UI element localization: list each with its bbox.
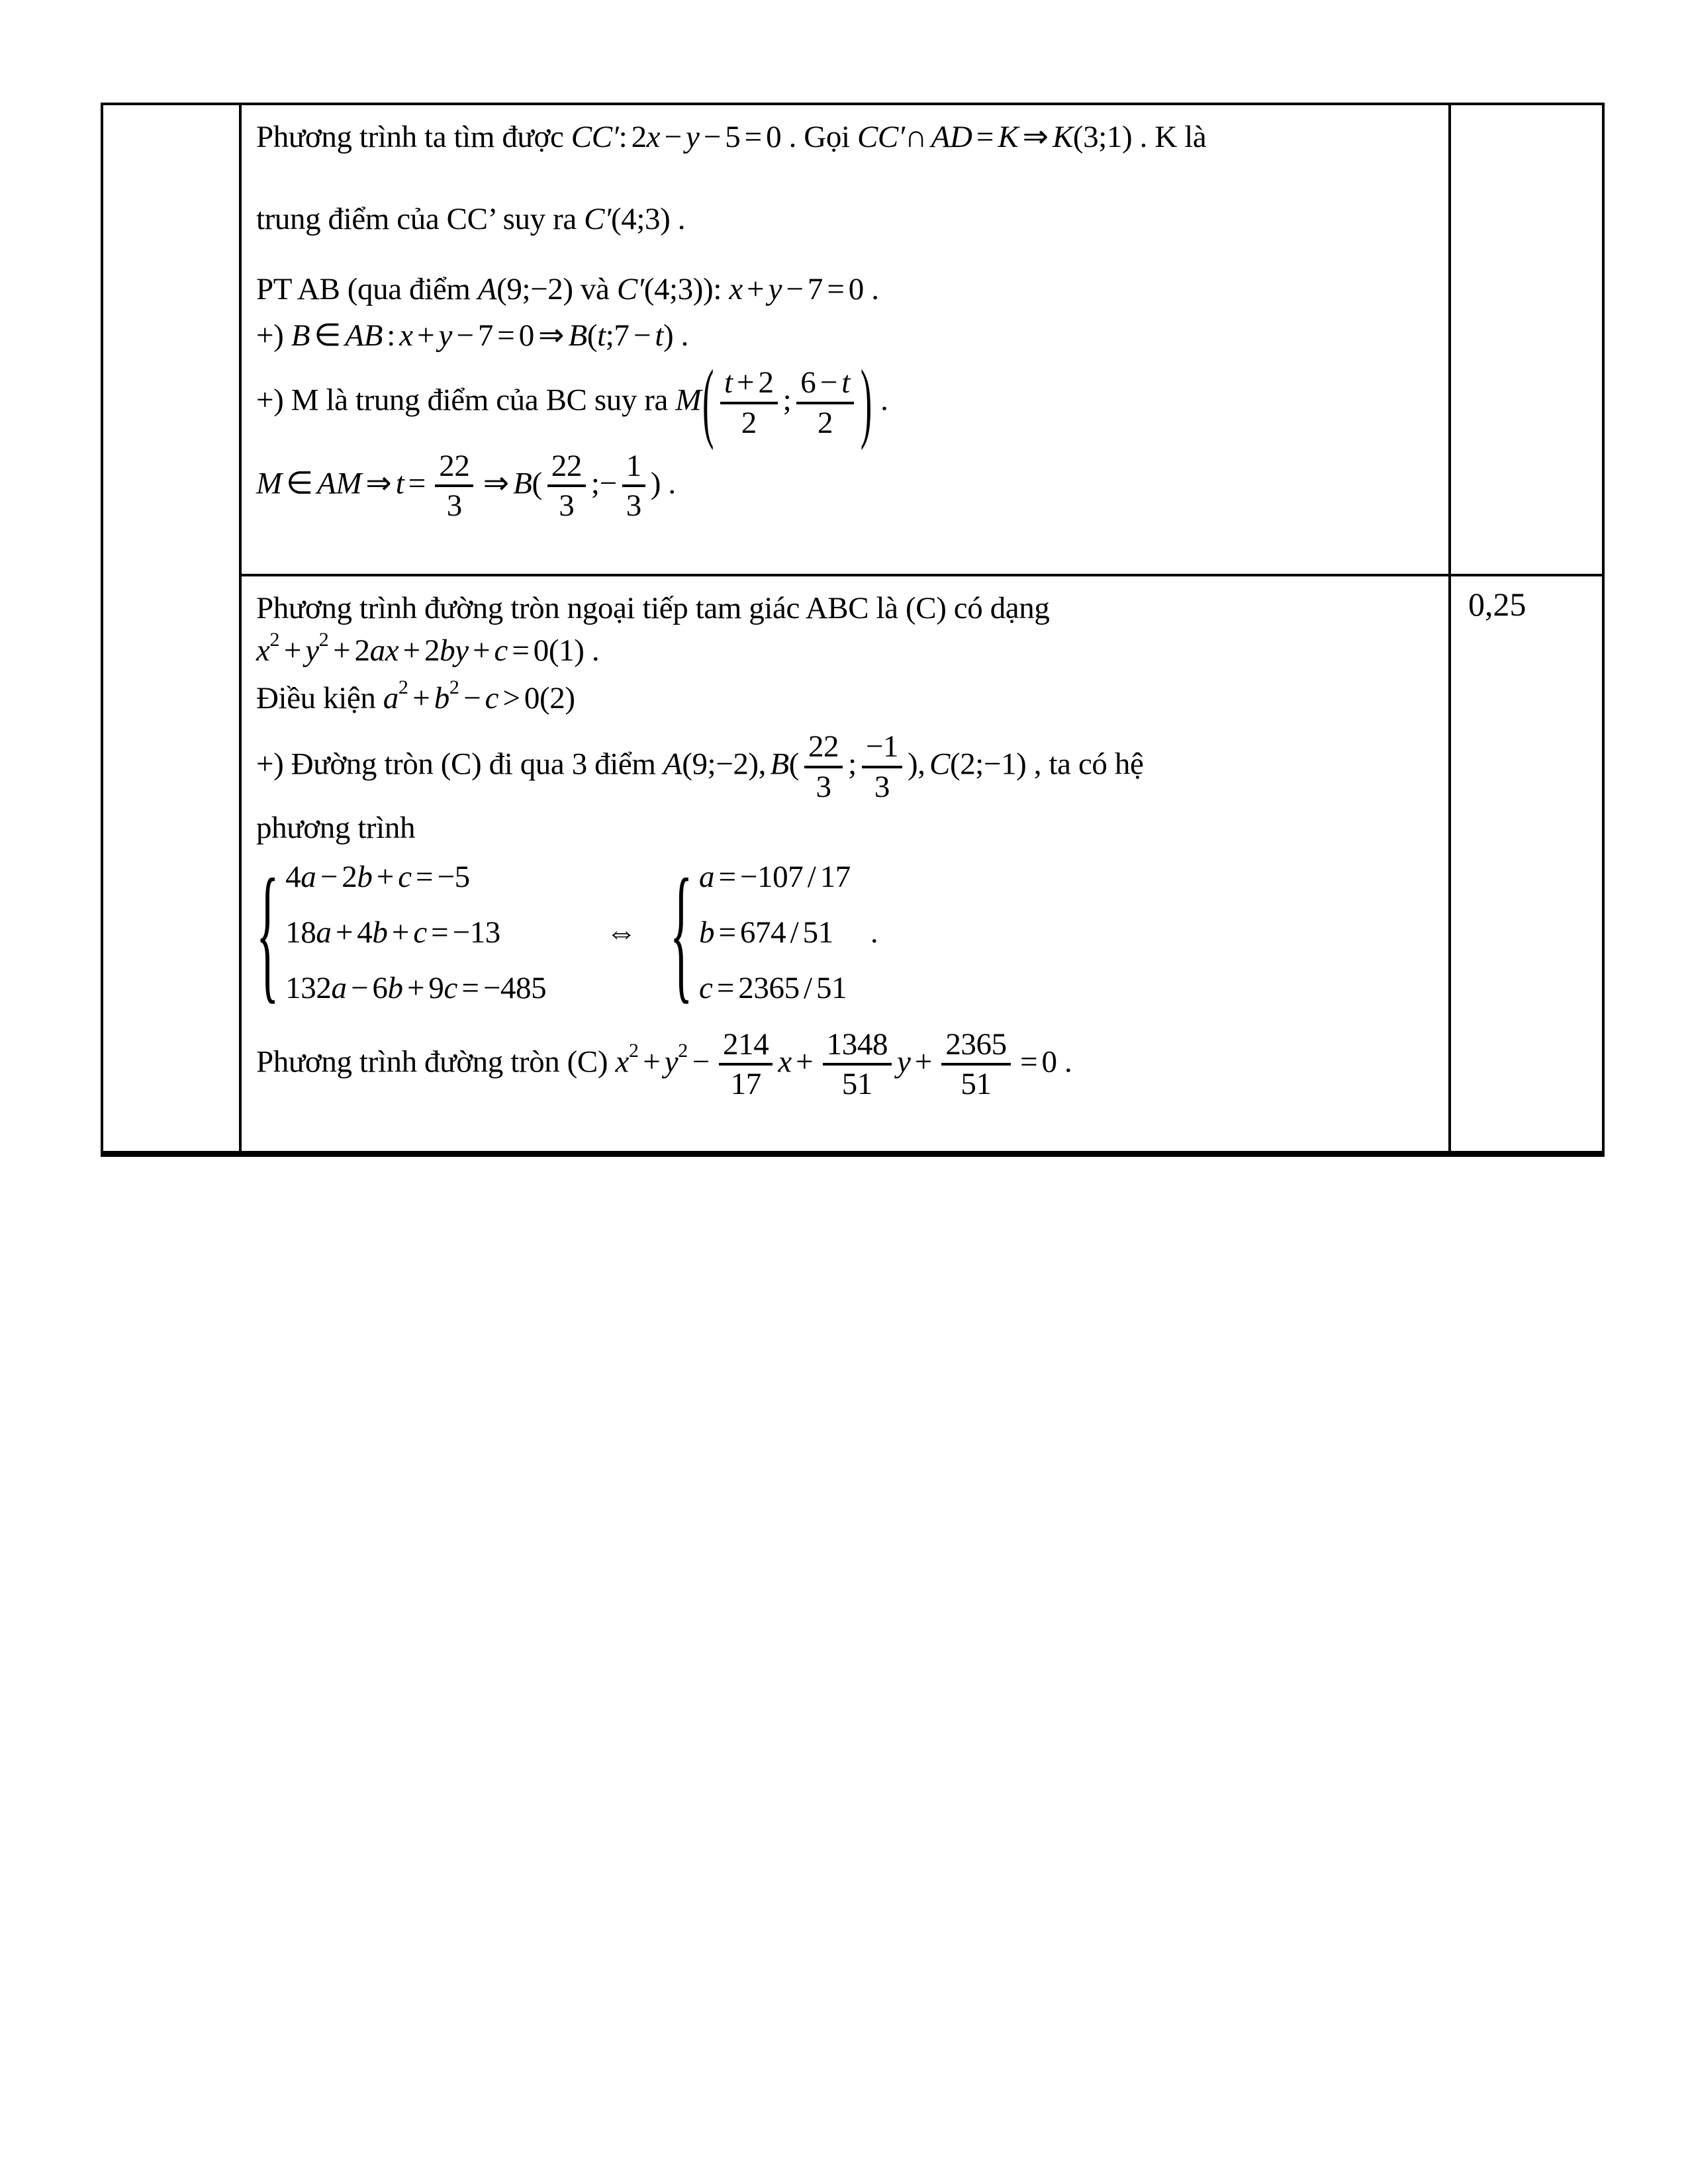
superscript: 2 xyxy=(269,629,280,651)
superscript: 2 xyxy=(398,676,408,698)
fraction-denominator: 3 xyxy=(559,488,575,523)
superscript: 2 xyxy=(628,1040,639,1062)
fraction-numerator: 2365 xyxy=(941,1028,1010,1066)
text-run: Phương trình ta tìm được xyxy=(256,120,571,154)
text-run: . xyxy=(673,318,688,353)
fraction-numerator: t + 2 xyxy=(720,366,778,404)
row1-line1 xyxy=(256,117,1443,157)
row1-line3 xyxy=(256,269,1443,309)
text-run: Điều kiện xyxy=(256,681,383,715)
row2-line1 xyxy=(256,588,1443,628)
text-run: . xyxy=(584,633,600,668)
text-run: +) M là trung điểm của BC suy ra xyxy=(256,383,676,418)
math-run: x + xyxy=(778,1044,818,1079)
system-line: b = 674 / 51 xyxy=(699,915,833,950)
text-run: . Gọi xyxy=(781,120,857,154)
fraction-denominator: 3 xyxy=(874,769,890,804)
fraction-denominator: 2 xyxy=(818,405,833,440)
fraction xyxy=(435,449,473,523)
system-line: 132a − 6b + 9c = −485 xyxy=(285,970,547,1005)
text-run: . xyxy=(863,272,879,306)
math-run: x + y − 7 = 0 xyxy=(729,272,864,306)
math-run: M xyxy=(675,383,702,418)
score-cell-row1 xyxy=(1451,105,1602,574)
math-run: ⇒ B( xyxy=(479,466,542,501)
math-run: C′(4;3) xyxy=(584,202,671,236)
row2-line4 xyxy=(256,730,1443,804)
solution-cell-row1 xyxy=(242,105,1451,574)
solution-row-1 xyxy=(242,105,1602,576)
row2-line2 xyxy=(256,631,1443,674)
math-run: a xyxy=(383,681,399,715)
fraction xyxy=(823,1028,892,1102)
math-run: ; xyxy=(782,383,792,418)
text-run: . xyxy=(670,202,686,236)
text-run: . xyxy=(872,383,888,418)
text-run: : xyxy=(713,272,729,306)
row1-line2 xyxy=(256,199,1443,239)
system-line: a = −107 / 17 xyxy=(699,859,851,894)
row2-line6-system xyxy=(256,849,1443,1016)
math-run: ) xyxy=(650,466,661,501)
text-run: . xyxy=(1056,1044,1072,1079)
text-run: , ta có hệ xyxy=(1026,747,1144,782)
text-run: +) xyxy=(256,318,291,353)
math-run: A(9;−2) xyxy=(477,272,573,306)
superscript: 2 xyxy=(449,676,459,698)
math-run: x xyxy=(615,1044,629,1079)
fraction xyxy=(804,730,843,804)
solution-row-2 xyxy=(242,576,1602,1151)
row1-line4 xyxy=(256,316,1443,355)
fraction-numerator: 214 xyxy=(719,1028,773,1066)
row2-line5 xyxy=(256,808,1443,848)
equivalence-symbol: ⇔ xyxy=(606,915,637,950)
math-run: M ∈ AM ⇒ t = xyxy=(256,466,430,501)
text-run: phương trình xyxy=(256,810,416,845)
row2-line3 xyxy=(256,678,1443,722)
row1-line6 xyxy=(256,449,1443,523)
math-run: y + xyxy=(897,1044,937,1079)
fraction-denominator: 3 xyxy=(626,488,641,523)
fraction xyxy=(719,1028,773,1102)
fraction-numerator: −1 xyxy=(862,730,902,768)
fraction-denominator: 2 xyxy=(741,405,757,440)
math-run: − xyxy=(688,1044,714,1079)
big-paren-close: ) xyxy=(860,353,872,452)
math-run: C′(4;3)) xyxy=(616,272,714,306)
text-run: trung điểm của CC’ suy ra xyxy=(256,202,585,236)
fraction-numerator: 1348 xyxy=(823,1028,892,1066)
big-paren-open: ( xyxy=(702,353,714,452)
fraction xyxy=(796,366,854,440)
math-run: CC′∩ AD = K ⇒ K(3;1) xyxy=(857,120,1133,154)
answer-key-table xyxy=(101,103,1605,1157)
math-run: ;− xyxy=(590,466,617,501)
score-cell-row2 xyxy=(1451,576,1602,1151)
system-line: 18a + 4b + c = −13 xyxy=(285,915,500,950)
fraction-denominator: 51 xyxy=(841,1067,872,1102)
system-line: 4a − 2b + c = −5 xyxy=(285,859,470,894)
math-run: + y xyxy=(279,633,319,668)
fraction-numerator: 22 xyxy=(804,730,843,768)
solution-cell-row2 xyxy=(242,576,1451,1151)
superscript: 2 xyxy=(318,629,329,651)
fraction-numerator: 22 xyxy=(435,449,473,488)
system-left-brace: { xyxy=(256,847,279,1017)
text-run: . xyxy=(661,466,676,501)
text-run: . K là xyxy=(1132,120,1207,154)
system-line: c = 2365 / 51 xyxy=(699,970,847,1005)
criteria-column-cell xyxy=(103,105,242,1151)
fraction xyxy=(720,366,778,440)
math-run: = 0 xyxy=(1015,1044,1057,1079)
fraction-numerator: 1 xyxy=(622,449,645,488)
system-column-solutions xyxy=(699,849,851,1016)
fraction xyxy=(547,449,586,523)
text-run: PT AB (qua điểm xyxy=(256,272,478,306)
math-run: ), C(2;−1) xyxy=(908,747,1027,782)
fraction-denominator: 3 xyxy=(446,488,462,523)
math-run: A(9;−2), B( xyxy=(663,747,799,782)
math-run: x xyxy=(256,633,270,668)
row1-line5 xyxy=(256,353,1443,452)
math-run: B ∈ AB : x + y − 7 = 0 ⇒ B(t;7 − t) xyxy=(291,318,674,353)
system-left-brace: { xyxy=(669,847,693,1017)
fraction xyxy=(622,449,645,523)
text-run: và xyxy=(573,272,617,306)
superscript: 2 xyxy=(678,1040,688,1062)
text-run: +) Đường tròn (C) đi qua 3 điểm xyxy=(256,747,663,782)
fraction-numerator: 6 − t xyxy=(796,366,854,404)
math-run: CC′: 2x − y − 5 = 0 xyxy=(571,120,782,154)
math-run: + 2ax + 2by + c = 0(1) xyxy=(328,633,585,668)
fraction-denominator: 51 xyxy=(961,1067,992,1102)
fraction-denominator: 3 xyxy=(816,769,831,804)
content-column xyxy=(242,105,1602,1151)
fraction-numerator: 22 xyxy=(547,449,586,488)
math-run: + b xyxy=(408,681,449,715)
text-run: Phương trình đường tròn ngoại tiếp tam giác ABC là (C) có dạng xyxy=(256,591,1050,625)
math-run: + y xyxy=(638,1044,679,1079)
text-run: Phương trình đường tròn (C) xyxy=(256,1044,616,1079)
score-value: 0,25 xyxy=(1468,586,1526,623)
math-run: − c > 0(2) xyxy=(459,681,575,715)
system-column-equations xyxy=(285,849,546,1016)
fraction xyxy=(862,730,902,804)
fraction-denominator: 17 xyxy=(730,1067,761,1102)
text-run: . xyxy=(870,915,878,950)
row2-line7 xyxy=(256,1028,1443,1102)
fraction xyxy=(941,1028,1010,1102)
math-run: ; xyxy=(848,747,857,782)
